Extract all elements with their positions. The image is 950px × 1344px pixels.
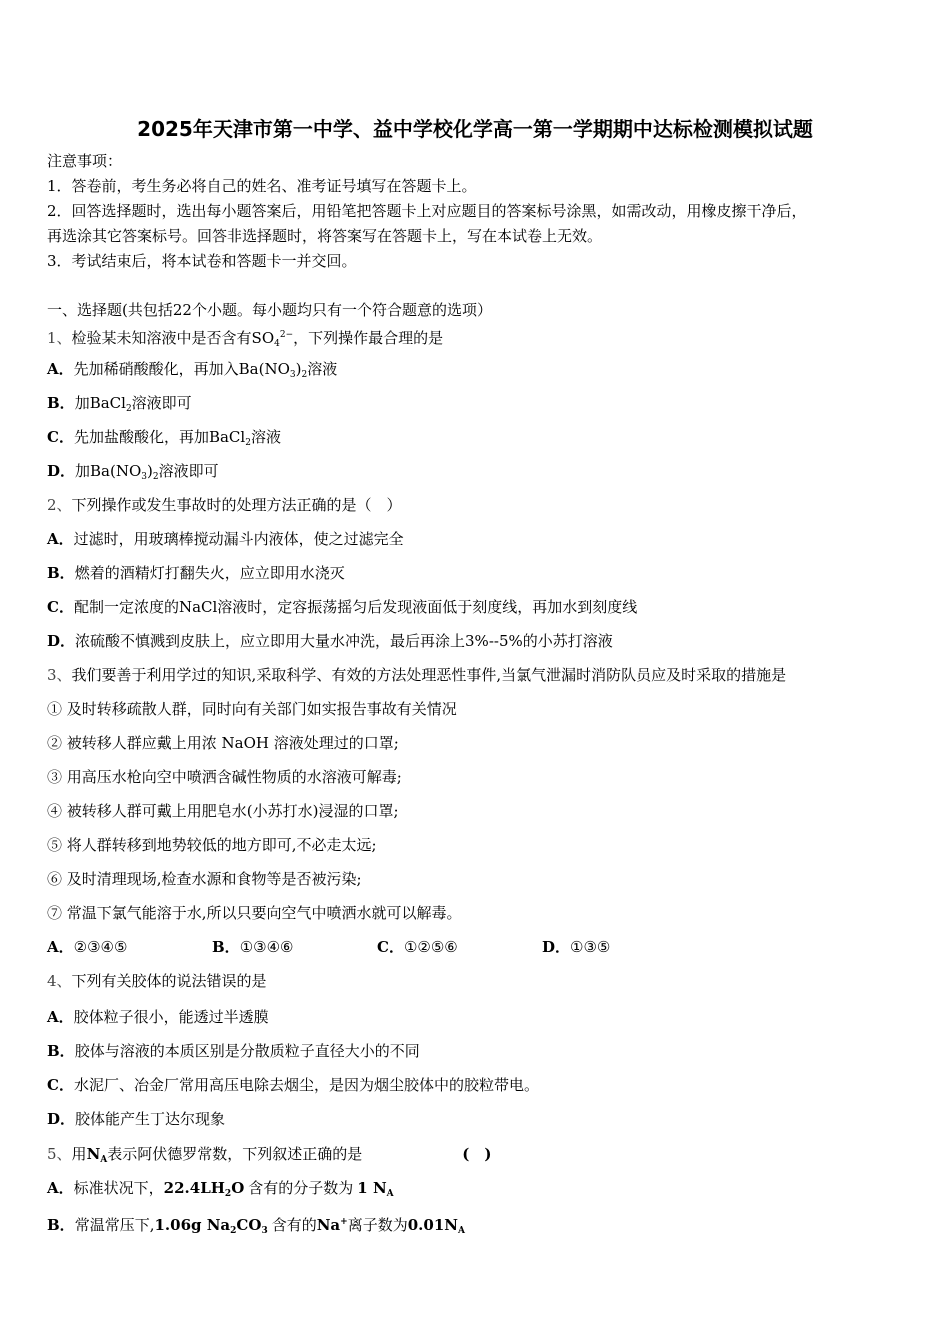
- question-number: 5、: [47, 1145, 72, 1163]
- notice-item-2b: 再选涂其它答案标号。回答非选择题时，将答案写在答题卡上，写在本试卷上无效。: [47, 227, 603, 245]
- question-2-option-b: B．燃着的酒精灯打翻失火，应立即用水浇灭: [47, 564, 345, 582]
- question-3-statement-6: ⑥ 及时清理现场,检查水源和食物等是否被污染;: [47, 870, 362, 888]
- question-3-option-c: C．①②⑤⑥: [377, 938, 458, 956]
- notice-item-1: 1．答卷前，考生务必将自己的姓名、准考证号填写在答题卡上。: [47, 177, 477, 195]
- question-3-stem: 3、我们要善于利用学过的知识,采取科学、有效的方法处理恶性事件,当氯气泄漏时消防队员应及时采取的措施是: [47, 666, 787, 684]
- question-number: 4、: [47, 972, 72, 990]
- question-2-option-c: C．配制一定浓度的NaCl溶液时，定容振荡摇匀后发现液面低于刻度线，再加水到刻度线: [47, 598, 638, 616]
- question-2-option-a: A．过滤时，用玻璃棒搅动漏斗内液体，使之过滤完全: [47, 530, 404, 548]
- question-1-option-d: D．加$Ba(NO_3)_2$溶液即可: [47, 462, 219, 482]
- question-2-option-d: D．浓硫酸不慎溅到皮肤上，应立即用大量水冲洗，最后再涂上3%--5%的小苏打溶液: [47, 632, 613, 650]
- section-heading: 一、选择题(共包括22个小题。每小题均只有一个符合题意的选项）: [47, 301, 492, 319]
- question-3-statement-4: ④ 被转移人群可戴上用肥皂水(小苏打水)浸湿的口罩;: [47, 802, 399, 820]
- question-number: 2、: [47, 496, 72, 514]
- question-1-stem: 1、检验某未知溶液中是否含有$SO_4^{2-}$，下列操作最合理的是: [47, 329, 444, 349]
- question-1-option-b: B．加BaCl$_2$溶液即可: [47, 394, 192, 414]
- page-title: 2025年天津市第一中学、益中学校化学高一第一学期期中达标检测模拟试题: [137, 117, 813, 141]
- question-3-statement-2: ② 被转移人群应戴上用浓 NaOH 溶液处理过的口罩;: [47, 734, 399, 752]
- question-3-statement-3: ③ 用高压水枪向空中喷洒含碱性物质的水溶液可解毒;: [47, 768, 402, 786]
- question-3-statement-1: ① 及时转移疏散人群，同时向有关部门如实报告事故有关情况: [47, 700, 457, 718]
- question-5-option-b: B．常温常压下,1.06g $Na_2CO_3$ 含有的Na+离子数为$0.01N_A$: [47, 1216, 465, 1236]
- question-1-option-c: C．先加盐酸酸化，再加BaCl$_2$溶液: [47, 428, 281, 448]
- question-2-stem: 2、下列操作或发生事故时的处理方法正确的是（ ）: [47, 496, 402, 514]
- question-3-option-a: A．②③④⑤: [47, 938, 128, 956]
- question-3-option-b: B．①③④⑥: [212, 938, 294, 956]
- question-4-option-d: D．胶体能产生丁达尔现象: [47, 1110, 226, 1128]
- question-4-stem: 4、下列有关胶体的说法错误的是: [47, 972, 267, 990]
- question-number: 3、: [47, 666, 72, 684]
- question-5-option-a: A．标准状况下，$22.4LH_2O$ 含有的分子数为 1 $N_A$: [47, 1179, 394, 1199]
- question-number: 1、: [47, 329, 72, 347]
- question-1-option-a: A．先加稀硝酸酸化，再加入$Ba(NO_3)_2$溶液: [47, 360, 338, 380]
- question-3-statement-5: ⑤ 将人群转移到地势较低的地方即可,不必走太远;: [47, 836, 377, 854]
- notice-heading: 注意事项：: [47, 152, 123, 170]
- question-4-option-c: C．水泥厂、冶金厂常用高压电除去烟尘，是因为烟尘胶体中的胶粒带电。: [47, 1076, 539, 1094]
- question-3-statement-7: ⑦ 常温下氯气能溶于水,所以只要向空气中喷洒水就可以解毒。: [47, 904, 462, 922]
- notice-item-2a: 2．回答选择题时，选出每小题答案后，用铅笔把答题卡上对应题目的答案标号涂黑，如需改动，用橡皮擦干净后，: [47, 202, 807, 220]
- question-4-option-a: A．胶体粒子很小，能透过半透膜: [47, 1008, 269, 1026]
- question-4-option-b: B．胶体与溶液的本质区别是分散质粒子直径大小的不同: [47, 1042, 420, 1060]
- question-3-option-d: D．①③⑤: [542, 938, 611, 956]
- question-5-stem: 5、用$N_A$表示阿伏德罗常数，下列叙述正确的是 ( ): [47, 1145, 492, 1165]
- notice-item-3: 3．考试结束后，将本试卷和答题卡一并交回。: [47, 252, 357, 270]
